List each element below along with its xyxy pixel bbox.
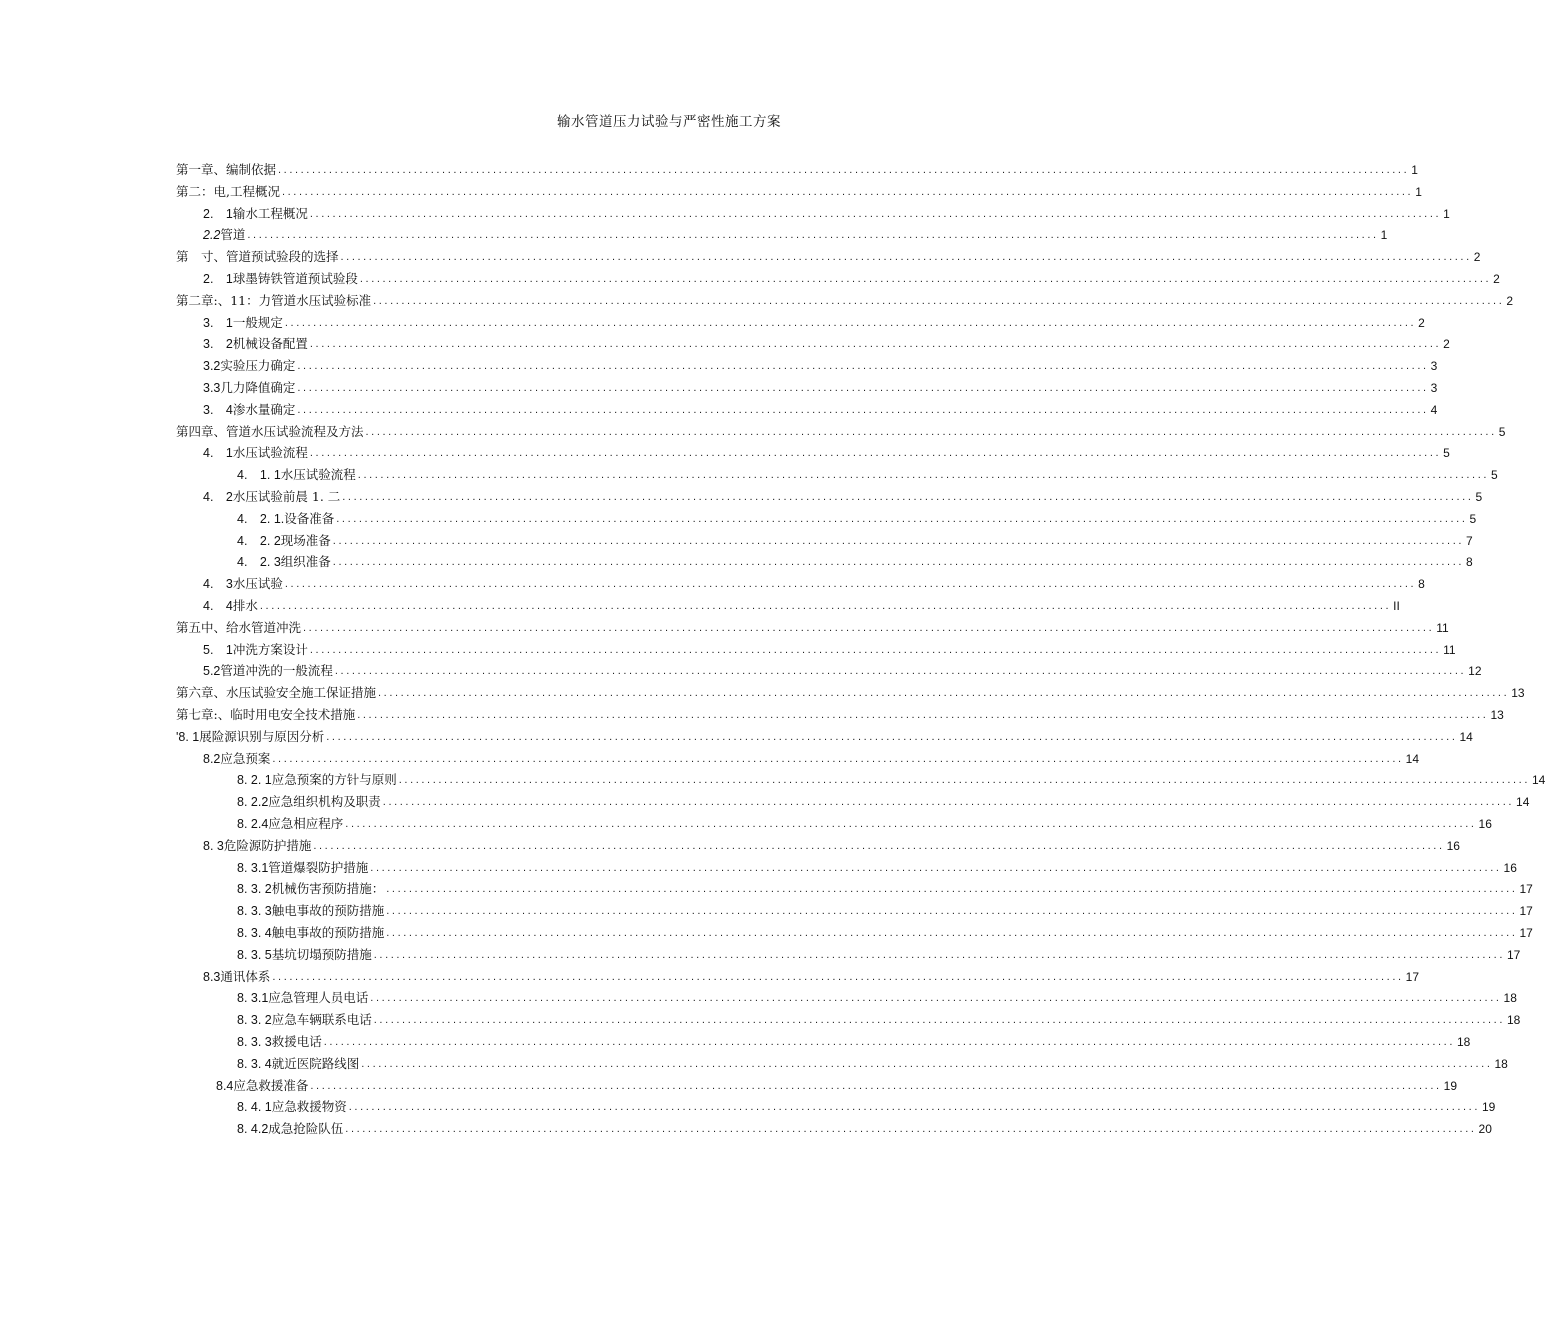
toc-entry-label: 通讯体系 [220,968,271,984]
toc-entry[interactable] [237,984,1517,1006]
toc-entry-label: 渗水量确定 [232,401,296,417]
toc-entry-page-number: 17 [1405,969,1419,984]
toc-entry-page-number: 4 [1430,402,1438,417]
toc-dot-leader: ........................................................................................................................................................................................................ [340,251,1472,264]
toc-entry[interactable] [237,527,1473,549]
toc-entry-page-number: II [1393,599,1400,613]
toc-dot-leader: ........................................................................................................................................................................................................ [361,1057,1493,1070]
toc-entry-label: 危险源防护措施 [223,837,312,853]
toc-entry-label: 成急抢险队伍 [268,1121,344,1137]
toc-entry-label: 触电事故的预防措施 [271,903,385,919]
toc-entry-page-number: 8 [1418,577,1425,592]
toc-entry[interactable] [237,1028,1471,1050]
toc-entry[interactable] [237,919,1533,941]
toc-entry[interactable] [237,548,1473,570]
toc-entry-label: 应急相应程序 [268,816,344,831]
toc-entry-page-number: 18 [1457,1035,1471,1049]
toc-entry[interactable] [237,766,1545,788]
toc-entry-label: 应急预案的方针与原则 [271,772,397,788]
toc-entry-number: 4. 2 [203,490,233,504]
toc-entry-number: 8. 3. 2 [237,882,272,897]
toc-entry-page-number: 7 [1466,533,1473,548]
toc-entry-label: 机械伤害预防措施： [271,881,385,897]
toc-entry[interactable] [237,854,1517,876]
toc-entry-label: 第五中、给水管道冲洗 [176,619,302,635]
toc-dot-leader: ........................................................................................................................................................................................................ [247,229,1379,242]
toc-dot-leader: ........................................................................................................................................................................................................ [309,207,1442,220]
toc-entry[interactable] [203,832,1460,854]
toc-entry-number: '8. 1 [176,729,200,744]
toc-entry[interactable] [237,505,1477,527]
toc-entry-number: 4. 4 [203,599,233,613]
toc-dot-leader: ........................................................................................................................................................................................................ [342,491,1474,503]
toc-dot-leader: ........................................................................................................................................................................................................ [370,992,1502,1005]
toc-entry-number: 2. 1 [203,206,233,221]
toc-dot-leader: ........................................................................................................................................................................................................ [281,185,1414,198]
toc-entry-number: 3.2 [203,359,221,374]
toc-entry-page-number: 14 [1516,795,1530,810]
toc-entry-page-number: 17 [1519,904,1533,919]
toc-entry[interactable] [237,788,1530,810]
toc-entry[interactable] [203,439,1450,461]
toc-entry-label: 应急预案 [220,750,271,766]
toc-entry-page-number: 12 [1468,664,1482,679]
toc-entry-label: 应急救援物资 [271,1099,347,1115]
toc-dot-leader: ........................................................................................................................................................................................................ [313,839,1445,852]
toc-entry-label: 机械设备配置 [232,336,308,352]
toc-dot-leader: ........................................................................................................................................................................................................ [365,425,1497,438]
toc-entry[interactable] [237,1115,1492,1137]
toc-entry-page-number: 13 [1511,686,1525,701]
toc-entry-label: 冲洗方案设计 [232,641,308,657]
toc-entry-label: 管道爆裂防护措施 [268,859,369,875]
toc-entry-page-number: 3 [1430,381,1438,395]
toc-entry[interactable] [237,810,1492,832]
toc-dot-leader: ........................................................................................................................................................................................................ [278,164,1410,176]
toc-entry-label: 基坑切塌预防措施 [271,946,372,962]
toc-entry[interactable] [176,723,1473,745]
toc-entry-number: 4. 1 [203,446,233,461]
toc-entry-number: 8. 3. 3 [237,1035,272,1049]
toc-entry-page-number: 17 [1519,882,1533,897]
toc-entry-page-number: 16 [1446,838,1460,853]
toc-dot-leader: ........................................................................................................................................................................................................ [303,621,1435,634]
toc-entry-number: 4. 1. 1 [237,468,281,483]
toc-entry-page-number: 19 [1443,1078,1457,1093]
toc-entry-page-number: 16 [1503,860,1517,875]
toc-entry-label: 触电事故的预防措施 [271,925,385,940]
toc-dot-leader: ........................................................................................................................................................................................................ [297,382,1429,394]
toc-entry-number: 4. 2. 1. [237,511,285,526]
toc-entry-number: 3. 2 [203,337,233,352]
toc-entry-number: 8. 2.2 [237,795,269,810]
toc-entry-label: 组织准备 [280,554,331,570]
toc-entry-label: 应急车辆联系电话 [271,1012,372,1028]
toc-entry[interactable] [176,156,1418,178]
toc-entry[interactable] [237,1006,1521,1028]
toc-entry-label: 水压试验流程 [232,445,308,461]
toc-entry-number: 8. 2. 1 [237,773,272,788]
toc-entry-label: 现场准备 [280,532,331,548]
toc-entry-page-number: 13 [1490,708,1504,722]
toc-entry-page-number: 20 [1478,1122,1492,1137]
toc-entry-number: 4. 3 [203,577,233,592]
toc-entry-page-number: 18 [1494,1056,1508,1071]
toc-entry[interactable] [203,352,1438,374]
toc-entry-page-number: 16 [1478,817,1492,831]
toc-dot-leader: ........................................................................................................................................................................................................ [323,1036,1455,1048]
toc-dot-leader: ........................................................................................................................................................................................................ [336,512,1468,525]
toc-entry-page-number: 1 [1415,184,1422,199]
toc-entry-number: 4. 2. 3 [237,555,281,570]
toc-dot-leader: ........................................................................................................................................................................................................ [378,687,1510,700]
toc-entry-page-number: 1 [1411,163,1418,177]
toc-dot-leader: ........................................................................................................................................................................................................ [386,905,1518,918]
toc-dot-leader: ........................................................................................................................................................................................................ [309,447,1442,460]
toc-entry-label: 第二章:、11：力管道水压试验标准 [176,292,372,308]
toc-entry-page-number: 2 [1418,315,1425,330]
toc-entry-number: 2.2 [203,228,221,243]
toc-entry[interactable] [237,875,1533,897]
toc-dot-leader: ........................................................................................................................................................................................................ [272,752,1404,765]
toc-entry[interactable] [237,1050,1508,1072]
toc-entry[interactable] [203,265,1500,287]
toc-entry-number: 8. 3. 4 [237,1056,272,1071]
toc-dot-leader: ........................................................................................................................................................................................................ [309,338,1442,351]
toc-entry-label: 管道 [220,227,246,243]
toc-dot-leader: ........................................................................................................................................................................................................ [272,970,1404,983]
toc-entry-page-number: 14 [1459,729,1473,744]
toc-entry-page-number: 5 [1498,424,1506,439]
toc-dot-leader: ........................................................................................................................................................................................................ [332,534,1465,547]
toc-entry-page-number: 2 [1506,293,1514,308]
toc-entry[interactable] [176,701,1504,723]
toc-dot-leader: ........................................................................................................................................................................................................ [348,1101,1480,1114]
toc-entry-page-number: 2 [1443,337,1450,352]
toc-entry[interactable] [176,178,1422,200]
toc-entry-page-number: 5 [1443,446,1450,461]
toc-entry-page-number: 3 [1430,359,1438,374]
toc-entry-label: 一般规定 [232,314,283,330]
toc-entry-number: 8. 4.2 [237,1122,269,1137]
toc-dot-leader: ........................................................................................................................................................................................................ [357,709,1489,721]
toc-dot-leader: ........................................................................................................................................................................................................ [382,796,1515,809]
toc-dot-leader: ........................................................................................................................................................................................................ [359,273,1492,285]
toc-entry-page-number: 1 [1443,206,1450,221]
toc-entry-label: 第二：电,工程概况 [176,183,280,199]
toc-entry-label: 设备准备 [284,510,335,526]
toc-dot-leader: ........................................................................................................................................................................................................ [386,927,1518,939]
toc-entry-page-number: 14 [1532,773,1545,788]
toc-entry-number: 8. 3.1 [237,860,269,875]
toc-dot-leader: ........................................................................................................................................................................................................ [310,1079,1442,1092]
toc-entry-label: 水压试验前晨 1. 二 [232,489,341,504]
toc-entry[interactable] [203,200,1450,222]
toc-entry-number: 3. 4 [203,402,233,417]
toc-entry-label: 水压试验 [232,576,283,592]
toc-entry-page-number: 5 [1475,490,1483,504]
toc-dot-leader: ........................................................................................................................................................................................................ [370,861,1502,874]
toc-entry-label: 应急救援准备 [233,1077,309,1093]
toc-entry-page-number: 18 [1503,991,1517,1006]
toc-entry[interactable] [176,287,1514,309]
toc-entry-label: 就近医院路线图 [271,1055,360,1071]
toc-entry-page-number: 19 [1482,1100,1496,1115]
toc-entry-number: 5. 1 [203,642,233,657]
toc-entry[interactable] [203,963,1419,985]
toc-entry-page-number: 5 [1491,468,1498,483]
toc-entry-number: 8.4 [216,1078,234,1093]
toc-entry[interactable] [203,374,1438,396]
toc-entry-page-number: 11 [1443,642,1456,657]
toc-entry[interactable] [237,941,1521,963]
toc-dot-leader: ........................................................................................................................................................................................................ [297,360,1429,373]
toc-entry-label: 管道冲洗的一般流程 [220,663,333,679]
toc-dot-leader: ........................................................................................................................................................................................................ [334,665,1467,678]
toc-dot-leader: ........................................................................................................................................................................................................ [326,730,1458,743]
toc-entry-number: 2. 1 [203,272,233,286]
toc-entry-label: 第六章、水压试验安全施工保证措施 [176,685,377,701]
toc-dot-leader: ........................................................................................................................................................................................................ [357,469,1490,482]
toc-entry[interactable] [203,309,1425,331]
toc-entry-number: 8. 3.1 [237,991,269,1006]
toc-entry-page-number: 5 [1469,511,1477,526]
toc-entry[interactable] [203,221,1388,243]
toc-entry-label: 第七章:、临时用电安全技术措施 [176,707,356,722]
toc-entry-number: 8.2 [203,751,221,766]
toc-dot-leader: ........................................................................................................................................................................................................ [332,556,1465,569]
toc-entry-page-number: 1 [1380,228,1388,243]
toc-dot-leader: ........................................................................................................................................................................................................ [309,643,1442,656]
toc-entry[interactable] [203,396,1438,418]
toc-entry-page-number: 2 [1473,250,1481,265]
toc-entry-label: 输水工程概况 [232,205,308,221]
toc-entry-page-number: 18 [1507,1013,1521,1028]
toc-entry[interactable] [237,1093,1496,1115]
toc-entry[interactable] [176,614,1449,636]
toc-dot-leader: ........................................................................................................................................................................................................ [373,1014,1505,1027]
toc-entry[interactable] [237,897,1533,919]
toc-entry-number: 8. 3. 5 [237,947,272,962]
toc-entry-page-number: 2 [1493,272,1500,286]
toc-entry-page-number: 17 [1507,947,1521,962]
toc-entry-label: 第一章、编制依据 [176,162,277,177]
toc-entry-label: 排水 [232,598,258,613]
toc-entry-page-number: 8 [1466,555,1473,570]
toc-dot-leader: ........................................................................................................................................................................................................ [345,1123,1477,1136]
toc-entry-number: 8. 4. 1 [237,1100,272,1115]
toc-entry[interactable] [176,418,1506,440]
toc-entry-number: 8. 3. 4 [237,926,272,940]
toc-entry-number: 5.2 [203,664,221,679]
toc-entry-page-number: 17 [1519,926,1533,940]
toc-entry[interactable] [203,330,1450,352]
toc-entry-label: 第四章、管道水压试验流程及方法 [176,423,364,439]
toc-entry-page-number: 11 [1436,620,1449,635]
toc-entry[interactable] [203,592,1400,614]
toc-entry-number: 8. 3. 2 [237,1013,272,1028]
toc-entry-label: 第 寸、管道预试验段的选择 [176,249,339,265]
toc-entry[interactable] [203,570,1425,592]
toc-entry-label: 水压试验流程 [280,467,356,483]
document-header-title: 输水管道压力试验与严密性施工方案 [557,114,781,130]
toc-entry[interactable] [203,483,1483,505]
toc-dot-leader: ........................................................................................................................................................................................................ [373,948,1505,961]
toc-entry[interactable] [176,243,1481,265]
toc-entry-number: 8.3 [203,969,221,984]
toc-entry-number: 8. 3. 3 [237,904,272,919]
toc-entry[interactable] [216,1072,1457,1094]
toc-entry-number: 4. 2. 2 [237,533,281,548]
toc-dot-leader: ........................................................................................................................................................................................................ [386,883,1518,896]
toc-entry[interactable] [203,745,1419,767]
toc-dot-leader: ........................................................................................................................................................................................................ [345,818,1477,830]
toc-entry-label: 应急组织机构及职责 [268,794,381,810]
toc-entry[interactable] [203,636,1456,658]
toc-dot-leader: ........................................................................................................................................................................................................ [284,578,1417,591]
toc-entry-page-number: 14 [1405,751,1419,766]
toc-dot-leader: ........................................................................................................................................................................................................ [373,294,1505,307]
toc-dot-leader: ........................................................................................................................................................................................................ [284,316,1417,329]
toc-entry-number: 8. 2.4 [237,817,269,831]
toc-entry-label: 展险源识别与原因分析 [199,728,325,744]
toc-entry[interactable] [176,679,1525,701]
toc-dot-leader: ........................................................................................................................................................................................................ [259,600,1392,612]
toc-entry-label: 应急管理人员电话 [268,990,369,1006]
toc-entry-label: 实验压力确定 [220,358,296,374]
toc-entry-number: 8. 3 [203,838,224,853]
toc-entry-label: 救援电话 [271,1034,322,1049]
toc-entry[interactable] [237,461,1498,483]
toc-entry[interactable] [203,657,1482,679]
toc-dot-leader: ........................................................................................................................................................................................................ [297,403,1429,416]
toc-entry-number: 3.3 [203,381,221,395]
toc-entry-label: 球墨铸铁管道预试验段 [232,271,358,286]
toc-dot-leader: ........................................................................................................................................................................................................ [398,774,1530,787]
toc-entry-label: 几力降值确定 [220,380,296,395]
toc-entry-number: 3. 1 [203,315,233,330]
